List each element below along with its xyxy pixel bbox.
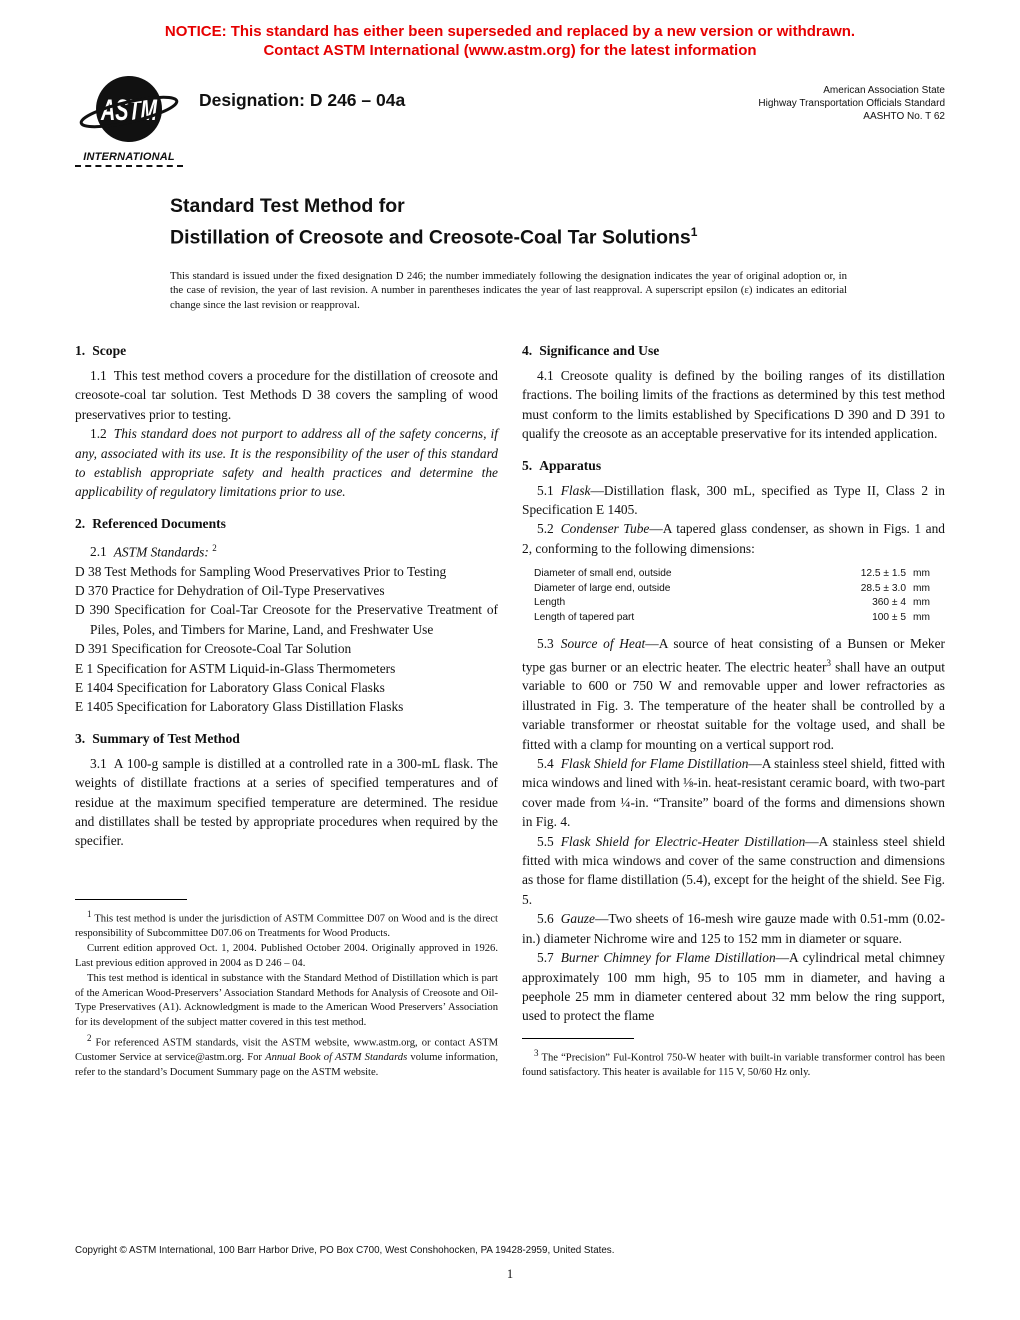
page-number: 1 (506, 1267, 514, 1281)
copyright-line: Copyright © ASTM International, 100 Barr Harbor Drive, PO Box C700, West Conshohocken, PA 19428-2959, United States. (75, 1245, 615, 1256)
left-column (75, 341, 498, 1081)
paragraph-5-1: 5.1 Flask—Distillation flask, 300 mL, specified as Type II, Class 2 in Specification E 1405. (522, 482, 945, 517)
two-column-body (75, 341, 945, 1081)
notice-line-2: Contact ASTM International (www.astm.org) for the latest information (263, 42, 757, 59)
designation: Designation: D 246 – 04a (199, 90, 406, 110)
paragraph-5-6: 5.6 Gauze—Two sheets of 16-mesh wire gauze made with 0.51-mm (0.02-in.) diameter Nichrome wire and 125 to 152 mm in diameter or square. (522, 911, 945, 946)
astm-logo-subtext: INTERNATIONAL (75, 151, 183, 167)
aashto-line-2: Highway Transportation Officials Standard (758, 98, 945, 109)
paragraph-1-1: 1.1 This test method covers a procedure for the distillation of creosote and creosote-coal tar solution. Test Methods D 38 covers the sampling of wood preservatives prior to testing. (75, 367, 498, 422)
reference-item-d390: D 390 Specification for Coal-Tar Creosote for the Preservative Treatment of Piles, Poles, and Timbers for Marine, Land, and Freshwater Use (75, 602, 498, 637)
title-line-2: Distillation of Creosote and Creosote-Coal Tar Solutions$^1$ (170, 225, 698, 249)
table-row: Diameter of large end, outside 28.5 ± 3.0 mm (534, 582, 930, 594)
paragraph-5-2: 5.2 Condenser Tube—A tapered glass condenser, as shown in Figs. 1 and 2, conforming to the following dimensions: (522, 521, 945, 556)
footnote-rule-left (75, 899, 187, 900)
paragraph-2-1: 2.1 ASTM Standards: $^2$ (90, 542, 217, 560)
footnote-1: $^1$ This test method is under the jurisdiction of ASTM Committee D07 on Wood and is the direct responsibility of Subcommittee D07.06 on Treatments for Wood Products. (75, 909, 498, 940)
footnote-rule-right (522, 1038, 634, 1039)
aashto-line-3: AASHTO No. T 62 (863, 111, 945, 122)
reference-item-e1: E 1 Specification for ASTM Liquid-in-Glass Thermometers (75, 660, 396, 676)
section-summary-heading: 3. Summary of Test Method (75, 730, 240, 746)
dimension-table (534, 567, 943, 625)
paragraph-1-2: 1.2 This standard does not purport to address all of the safety concerns, if any, associated with its use. It is the responsibility of the user of this standard to establish appropriate safety and health practices and determine the applicability of regulatory limitations prior to use. (75, 426, 498, 500)
astm-logo-text: ASTM (100, 94, 158, 127)
paragraph-3-1: 3.1 A 100-g sample is distilled at a controlled rate in a 300-mL flask. The weights of distillate fractions at a series of specified temperatures and of residue at the maximum specified temperature are determined. The residue and distillates shall be tested by appropriate procedures when required by the specifier. (75, 755, 498, 849)
paragraph-5-7: 5.7 Burner Chimney for Flame Distillation—A cylindrical metal chimney approximately 100 mm high, 95 to 105 mm in diameter, and having a peephole 25 mm in diameter centered about 32 mm below the ring support, used to protect the flame (522, 950, 945, 1024)
footnote-edition: Current edition approved Oct. 1, 2004. Published October 2004. Originally approved in 1926. Last previous edition approved in 2004 as D 246 – 04. (75, 943, 498, 969)
right-footnote-block (522, 1026, 945, 1081)
astm-logo-icon (77, 74, 181, 150)
aashto-line-1: American Association State (823, 85, 945, 96)
reference-item-d38: D 38 Test Methods for Sampling Wood Preservatives Prior to Testing (75, 563, 447, 579)
reference-item-e1404: E 1404 Specification for Laboratory Glass Conical Flasks (75, 680, 385, 696)
section-scope-heading: 1. Scope (75, 342, 127, 358)
aashto-block (758, 84, 945, 123)
reference-item-d370: D 370 Practice for Dehydration of Oil-Type Preservatives (75, 583, 385, 599)
footnote-2: $^2$ For referenced ASTM standards, visit the ASTM website, www.astm.org, or contact ASTM Customer Service at service@astm.org. For Annual Book of ASTM Standards volume information, refer to the standard’s Document Summary page on the ASTM website. (75, 1032, 498, 1079)
reference-item-e1405: E 1405 Specification for Laboratory Glass Distillation Flasks (75, 699, 404, 715)
paragraph-5-3: 5.3 Source of Heat—A source of heat consisting of a Bunsen or Meker type gas burner or an electric heater. The electric heater$^3$ shall have an output variable to 600 or 750 W and removable upper and lower refractories as illustrated in Fig. 3. The temperature of the heater shall be controlled by a variable transformer or rheostat suitable for the voltage used, and shall be fitted with a clamp for mounting on a vertical support rod. (522, 636, 946, 752)
title-footnote-ref: 1 (690, 225, 698, 239)
table-row: Diameter of small end, outside 12.5 ± 1.5 mm (534, 568, 930, 580)
section-significance-heading: 4. Significance and Use (522, 342, 660, 358)
astm-logo (75, 74, 183, 167)
paragraph-5-4: 5.4 Flask Shield for Flame Distillation—A stainless steel shield, fitted with mica windows and lined with ⅛-in. heat-resistant ceramic board, with two-part cover made from ¼-in. “Transite” board of the forms and dimensions shown in Fig. 4. (522, 756, 945, 830)
issuing-note: This standard is issued under the fixed designation D 246; the number immediately following the designation indicates the year of original adoption or, in the case of revision, the year of last revision. A number in parentheses indicates the year of last reapproval. A superscript epsilon (ε) indicates an editorial change since the last revision or reapproval. (170, 269, 847, 312)
title-line-1: Standard Test Method for (170, 195, 405, 217)
paragraph-5-5: 5.5 Flask Shield for Electric-Heater Distillation—A stainless steel shield fitted with mica windows and cover of the same construction and dimensions as those for flame distillation (5.4), except for the height of the shield. See Fig. 5. (522, 833, 945, 907)
page-title (170, 193, 945, 251)
notice-line-1: NOTICE: This standard has either been superseded and replaced by a new version or withdrawn. (164, 23, 856, 40)
notice-banner (75, 22, 945, 60)
paragraph-4-1: 4.1 Creosote quality is defined by the boiling ranges of its distillation fractions. The boiling limits of the fractions as determined by this test method must conform to the limits established by Specifications D 390 and D 391 to qualify the creosote as an acceptable preservative for its intended application. (522, 367, 945, 442)
footnote-awpa: This test method is identical in substance with the Standard Method of Distillation which is part of the American Wood-Preservers’ Association Standard Methods for Analysis of Creosote and Oil-Type Preservatives (A1). Acknowledgment is made to the American Wood Preservers’ Association for its development of the subject matter covered in this test method. (75, 972, 498, 1029)
section-referenced-heading: 2. Referenced Documents (75, 515, 226, 531)
footnote-3: $^3$ The “Precision” Ful-Kontrol 750-W heater with built-in variable transformer control has been found satisfactory. This heater is available for 115 V, 50/60 Hz only. (522, 1047, 945, 1079)
table-row: Length of tapered part 100 ± 5 mm (534, 611, 930, 623)
document-header (75, 74, 945, 167)
reference-item-d391: D 391 Specification for Creosote-Coal Tar Solution (75, 641, 352, 657)
section-apparatus-heading: 5. Apparatus (522, 457, 602, 473)
right-column (522, 341, 945, 1081)
left-footnote-block (75, 887, 498, 1081)
table-row: Length 360 ± 4 mm (534, 597, 930, 609)
